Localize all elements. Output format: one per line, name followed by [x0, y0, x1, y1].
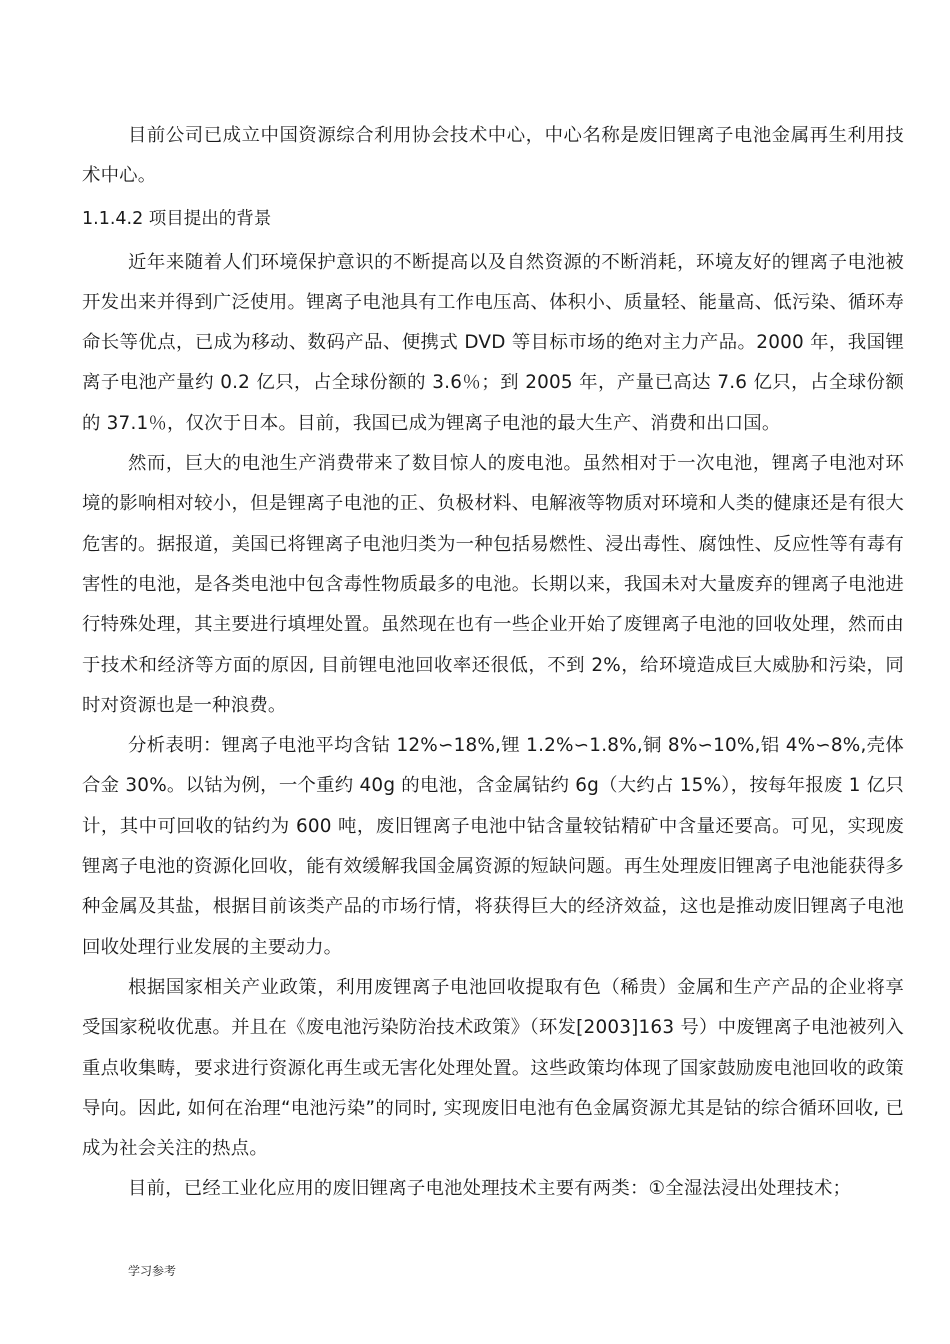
- paragraph-background: 近年来随着人们环境保护意识的不断提高以及自然资源的不断消耗，环境友好的锂离子电池被开发出来并得到广泛使用。锂离子电池具有工作电压高、体积小、质量轻、能量高、低污染、循环寿命长等优点，已成为移动、数码产品、便携式 DVD 等目标市场的绝对主力产品。2000 年，我国锂离子电池产量约 0.2 亿只，占全球份额的 3.6％；到 2005 年，产量已高达 7.6 亿只，占全球份额的 37.1％，仅次于日本。目前，我国已成为锂离子电池的最大生产、消费和出口国。: [82, 251, 904, 434]
- section-heading: 1.1.4.2 项目提出的背景: [82, 208, 272, 229]
- paragraph-policy: 根据国家相关产业政策，利用废锂离子电池回收提取有色（稀贵）金属和生产产品的企业将享受国家税收优惠。并且在《废电池污染防治技术政策》（环发[2003]163 号）中废锂离子电池被列入重点收集畴，要求进行资源化再生或无害化处理处置。这些政策均体现了国家鼓励废电池回收的政策导向。因此, 如何在治理“电池污染”的同时, 实现废旧电池有色金属资源尤其是钴的综合循环回收, 已成为社会关注的热点。: [82, 976, 904, 1160]
- paragraph-intro: 目前公司已成立中国资源综合利用协会技术中心，中心名称是废旧锂离子电池金属再生利用技术中心。: [82, 125, 904, 187]
- paragraph-technologies: 目前，已经工业化应用的废旧锂离子电池处理技术主要有两类：①全湿法浸出处理技术；: [128, 1178, 852, 1200]
- page-footer: 学习参考: [128, 1264, 177, 1278]
- paragraph-waste-batteries: 然而，巨大的电池生产消费带来了数目惊人的废电池。虽然相对于一次电池，锂离子电池对环境的影响相对较小，但是锂离子电池的正、负极材料、电解液等物质对环境和人类的健康还是有很大危害的。据报道，美国已将锂离子电池归类为一种包括易燃性、浸出毒性、腐蚀性、反应性等有毒有害性的电池，是各类电池中包含毒性物质最多的电池。长期以来，我国未对大量废弃的锂离子电池进行特殊处理，其主要进行填埋处置。虽然现在也有一些企业开始了废锂离子电池的回收处理，然而由于技术和经济等方面的原因, 目前锂电池回收率还很低，不到 2%，给环境造成巨大威胁和污染，同时对资源也是一种浪费。: [82, 453, 904, 716]
- document-body: [82, 116, 904, 1210]
- paragraph-analysis: 分析表明：锂离子电池平均含钴 12%∽18%,锂 1.2%∽1.8%,铜 8%∽10%,铝 4%∽8%,壳体合金 30%。以钴为例，一个重约 40g 的电池，含金属钴约 6g（大约占 15%），按每年报废 1 亿只计，其中可回收的钴约为 600 吨，废旧锂离子电池中钴含量较钴精矿中含量还要高。可见，实现废锂离子电池的资源化回收，能有效缓解我国金属资源的短缺问题。再生处理废旧锂离子电池能获得多种金属及其盐，根据目前该类产品的市场行情，将获得巨大的经济效益，这也是推动废旧锂离子电池回收处理行业发展的主要动力。: [82, 735, 904, 958]
